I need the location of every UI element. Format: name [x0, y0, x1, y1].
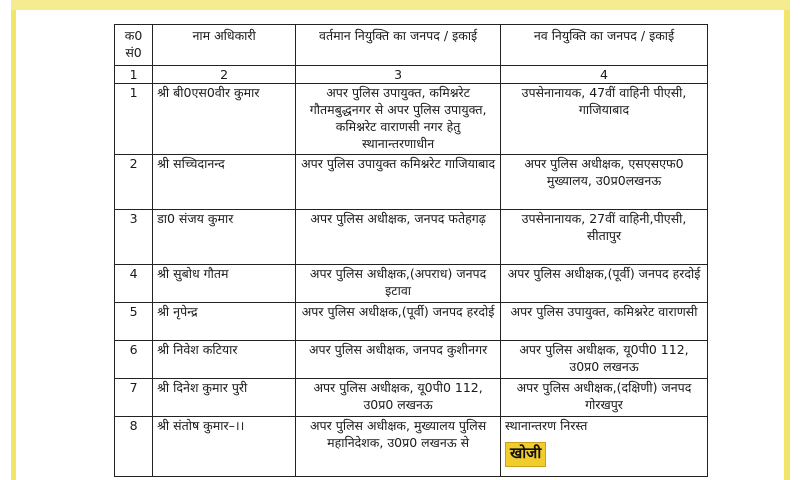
table-row [115, 341, 708, 379]
header-new-posting: नव नियुक्ति का जनपद / इकाई [501, 25, 708, 66]
serial-cell: 1 [115, 84, 153, 155]
new-posting-cell: उपसेनानायक, 47वीं वाहिनी पीएसी, गाजियाबाद [501, 84, 708, 155]
officer-name-cell: श्री सुबोध गौतम [153, 265, 296, 303]
table-row [115, 417, 708, 477]
table-row [115, 155, 708, 210]
frame-top-border [11, 0, 790, 10]
current-posting-cell: अपर पुलिस अधीक्षक, जनपद कुशीनगर [296, 341, 501, 379]
new-posting-cell: अपर पुलिस उपायुक्त, कमिश्नरेट वाराणसी [501, 303, 708, 341]
current-posting-cell: अपर पुलिस अधीक्षक, मुख्यालय पुलिस महानिदेशक, उ0प्र0 लखनऊ से [296, 417, 501, 477]
current-posting-cell: अपर पुलिस उपायुक्त, कमिश्नरेट गौतमबुद्धनगर से अपर पुलिस उपायुक्त, कमिश्नरेट वाराणसी नगर हेतु स्थानान्तरणाधीन [296, 84, 501, 155]
transfer-table [114, 24, 708, 477]
new-posting-cell: उपसेनानायक, 27वीं वाहिनी,पीएसी, सीतापुर [501, 210, 708, 265]
current-posting-cell: अपर पुलिस अधीक्षक, यू0पी0 112, उ0प्र0 लखनऊ [296, 379, 501, 417]
current-posting-cell: अपर पुलिस अधीक्षक, जनपद फतेहगढ़ [296, 210, 501, 265]
officer-name-cell: श्री नृपेन्द्र [153, 303, 296, 341]
new-posting-cell: अपर पुलिस अधीक्षक, यू0पी0 112, उ0प्र0 लखनऊ [501, 341, 708, 379]
officer-name-cell: श्री निवेश कटियार [153, 341, 296, 379]
new-posting-cell: अपर पुलिस अधीक्षक,(दक्षिणी) जनपद गोरखपुर [501, 379, 708, 417]
current-posting-cell: अपर पुलिस उपायुक्त कमिश्नरेट गाजियाबाद [296, 155, 501, 210]
column-number: 2 [153, 66, 296, 84]
table-row [115, 84, 708, 155]
header-current-posting: वर्तमान नियुक्ति का जनपद / इकाई [296, 25, 501, 66]
column-number: 1 [115, 66, 153, 84]
serial-cell: 4 [115, 265, 153, 303]
officer-name-cell: श्री दिनेश कुमार पुरी [153, 379, 296, 417]
table-row [115, 210, 708, 265]
officer-name-cell: डा0 संजय कुमार [153, 210, 296, 265]
serial-cell: 5 [115, 303, 153, 341]
current-posting-cell: अपर पुलिस अधीक्षक,(अपराध) जनपद इटावा [296, 265, 501, 303]
new-posting-text: स्थानान्तरण निरस्त [505, 418, 588, 433]
frame-left-border [11, 0, 16, 480]
serial-cell: 8 [115, 417, 153, 477]
header-name: नाम अधिकारी [153, 25, 296, 66]
officer-name-cell: श्री संतोष कुमार–।। [153, 417, 296, 477]
serial-cell: 3 [115, 210, 153, 265]
column-number: 4 [501, 66, 708, 84]
header-serial: क0 सं0 [115, 25, 153, 66]
officer-name-cell: श्री बी0एस0वीर कुमार [153, 84, 296, 155]
table-row [115, 265, 708, 303]
table-header-row [115, 25, 708, 66]
new-posting-cell [501, 417, 708, 477]
serial-cell: 6 [115, 341, 153, 379]
frame-right-border [784, 0, 790, 480]
khoji-badge: खोजी [505, 442, 546, 467]
current-posting-cell: अपर पुलिस अधीक्षक,(पूर्वी) जनपद हरदोई [296, 303, 501, 341]
table-row [115, 303, 708, 341]
new-posting-cell: अपर पुलिस अधीक्षक, एसएसएफ0 मुख्यालय, उ0प्र0लखनऊ [501, 155, 708, 210]
serial-cell: 2 [115, 155, 153, 210]
column-number: 3 [296, 66, 501, 84]
serial-cell: 7 [115, 379, 153, 417]
table-row [115, 379, 708, 417]
officer-name-cell: श्री सच्चिदानन्द [153, 155, 296, 210]
column-number-row [115, 66, 708, 84]
new-posting-cell: अपर पुलिस अधीक्षक,(पूर्वी) जनपद हरदोई [501, 265, 708, 303]
